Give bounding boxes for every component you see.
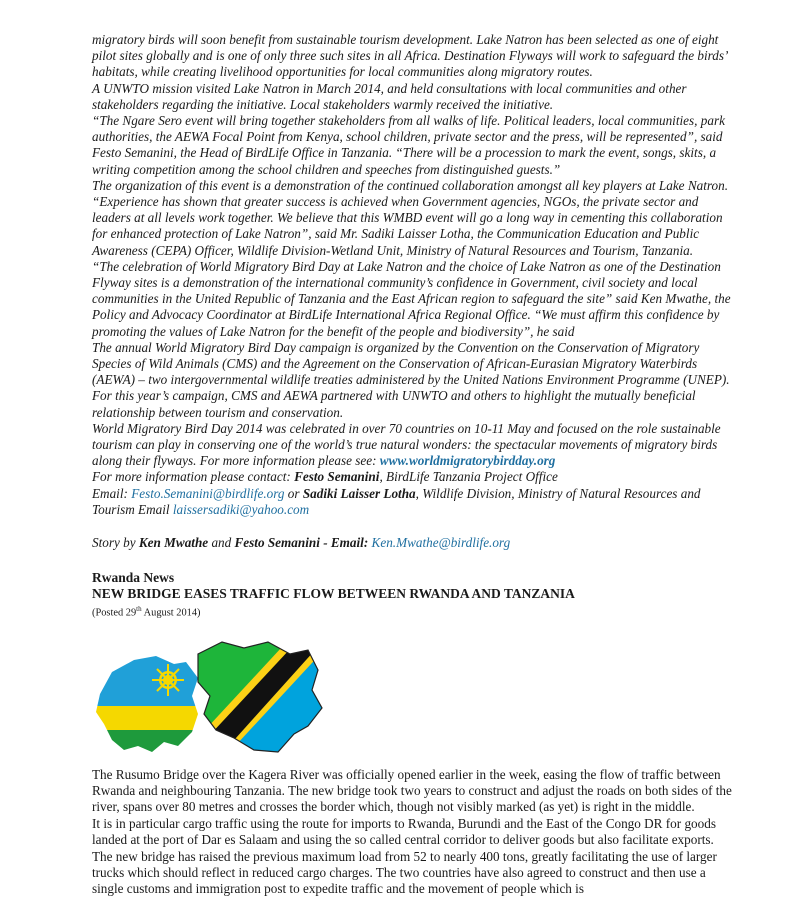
paragraph-wmbd [92,421,732,470]
credit-prefix: Story by [92,535,139,551]
contact-org: , BirdLife Tanzania Project Office [379,469,558,485]
wmbd-text: World Migratory Bird Day 2014 was celebrated in over 70 countries on 10-11 May and focused on the role sustainable tourism can play in conserving one of the world’s true natural wonders: the spectacular movements of migratory birds along their flyways. For more information please see: [92,420,721,469]
posted-prefix: (Posted 29 [92,607,137,619]
paragraph: “The Ngare Sero event will bring together stakeholders from all walks of life. Political leaders, local communities, park authorities, the AEWA Focal Point from Kenya, school children, private sector and the press, will be represented”, said Festo Semanini, the Head of BirdLife Office in Tanzania. “There will be a procession to mark the event, songs, skits, a writing competition among the school children and speeches from distinguished guests.” [92,113,725,177]
email-link[interactable]: Festo.Semanini@birdlife.org [131,485,285,501]
document-page [92,32,732,898]
or-text: or [284,485,303,501]
contact-org: , Wildlife Division, Ministry of Natural Resources and Tourism Email [92,485,701,517]
contact-name: Sadiki Laisser Lotha [302,485,416,501]
paragraph: The organization of this event is a demonstration of the continued collaboration amongst all key players at Lake Natron. “Experience has shown that greater success is achieved when Government agencies, NGOs, the private sector and leaders at all levels work together. We believe that this WMBD event will go a long way in cementing this collaboration for enhanced protection of Lake Natron”, said Mr. Sadiki Laisser Lotha, the Communication Education and Public Awareness (CEPA) Officer, Wildlife Division-Wetland Unit, Ministry of Natural Resources and Tourism, Tanzania. [92,177,728,258]
credit-email-label: - Email: [319,535,372,551]
author-name: Ken Mwathe [138,535,209,551]
paragraph: migratory birds will soon benefit from sustainable tourism development. Lake Natron has been selected as one of eight pilot sites globally and is one of only three such sites in all Africa. Destination Flyways will work to safeguard the birds’ habitats, while creating livelihood opportunities for local communities along migratory routes. [92,32,727,80]
email-label: Email: [92,485,132,501]
rwanda-flag-map [94,634,204,758]
posted-sup: th [136,605,142,614]
article-headline: NEW BRIDGE EASES TRAFFIC FLOW BETWEEN RWANDA AND TANZANIA [92,586,575,602]
paragraph: It is in particular cargo traffic using the route for imports to Rwanda, Burundi and the East of the Congo DR for goods landed at the port of Dar es Salaam and using the so called central corridor to deliver goods but also facilitate exports. The new bridge has raised the previous maximum load from 52 to nearly 400 tons, greatly facilitating the use of larger trucks which should reflect in reduced cargo charges. The two countries have also agreed to construct and then use a single customs and immigration post to expedite traffic and the movement of people which is [92,815,717,897]
email-link[interactable]: laissersadiki@yahoo.com [172,501,310,517]
contact-name: Festo Semanini [294,469,380,485]
section-label: Rwanda News [92,570,175,586]
paragraph-email [92,486,732,518]
wmbd-link[interactable]: www.worldmigratorybirdday.org [379,453,556,469]
paragraph: A UNWTO mission visited Lake Natron in March 2014, and held consultations with local communities and other stakeholders regarding the initiative. Local stakeholders warmly received the initiative. [92,80,687,112]
posted-date [92,603,732,619]
tanzania-flag-map [194,634,324,758]
posted-suffix: August 2014) [141,607,201,619]
paragraph: “The celebration of World Migratory Bird Day at Lake Natron and the choice of Lake Natron as one of the Destination Flyway sites is a demonstration of the international community’s confidence in Government, civil society and local communities in the United Republic of Tanzania and the East African region to safeguard the site” said Ken Mwathe, the Policy and Advocacy Coordinator at BirdLife International Africa Regional Office. “We must affirm this confidence by promoting the values of Lake Natron for the benefit of the people and biodiversity”, he said [92,258,731,339]
rwanda-tanzania-flag-maps-image [94,634,324,758]
story-credit [92,535,732,551]
paragraph-contact [92,469,732,485]
credit-email-link[interactable]: Ken.Mwathe@birdlife.org [371,535,511,551]
credit-and: and [208,535,235,551]
author-name: Festo Semanini [234,535,320,551]
paragraph: The Rusumo Bridge over the Kagera River was officially opened earlier in the week, easing the flow of traffic between Rwanda and neighbouring Tanzania. The new bridge took two years to construct and adjust the roads on both sides of the river, spans over 80 metres and crosses the border which, though not visibly marked (as yet) is right in the middle. [92,766,732,815]
contact-prefix: For more information please contact: [92,469,295,485]
paragraph: The annual World Migratory Bird Day campaign is organized by the Convention on the Conservation of Migratory Species of Wild Animals (CMS) and the Agreement on the Conservation of African-Eurasian Migratory Waterbirds (AEWA) – two intergovernmental wildlife treaties administered by the United Nations Environment Programme (UNEP). For this year’s campaign, CMS and AEWA partnered with UNWTO and others to highlight the mutually beneficial relationship between tourism and conservation. [92,339,730,420]
article-wmbd-body [92,32,732,518]
article-bridge-body [92,767,732,898]
